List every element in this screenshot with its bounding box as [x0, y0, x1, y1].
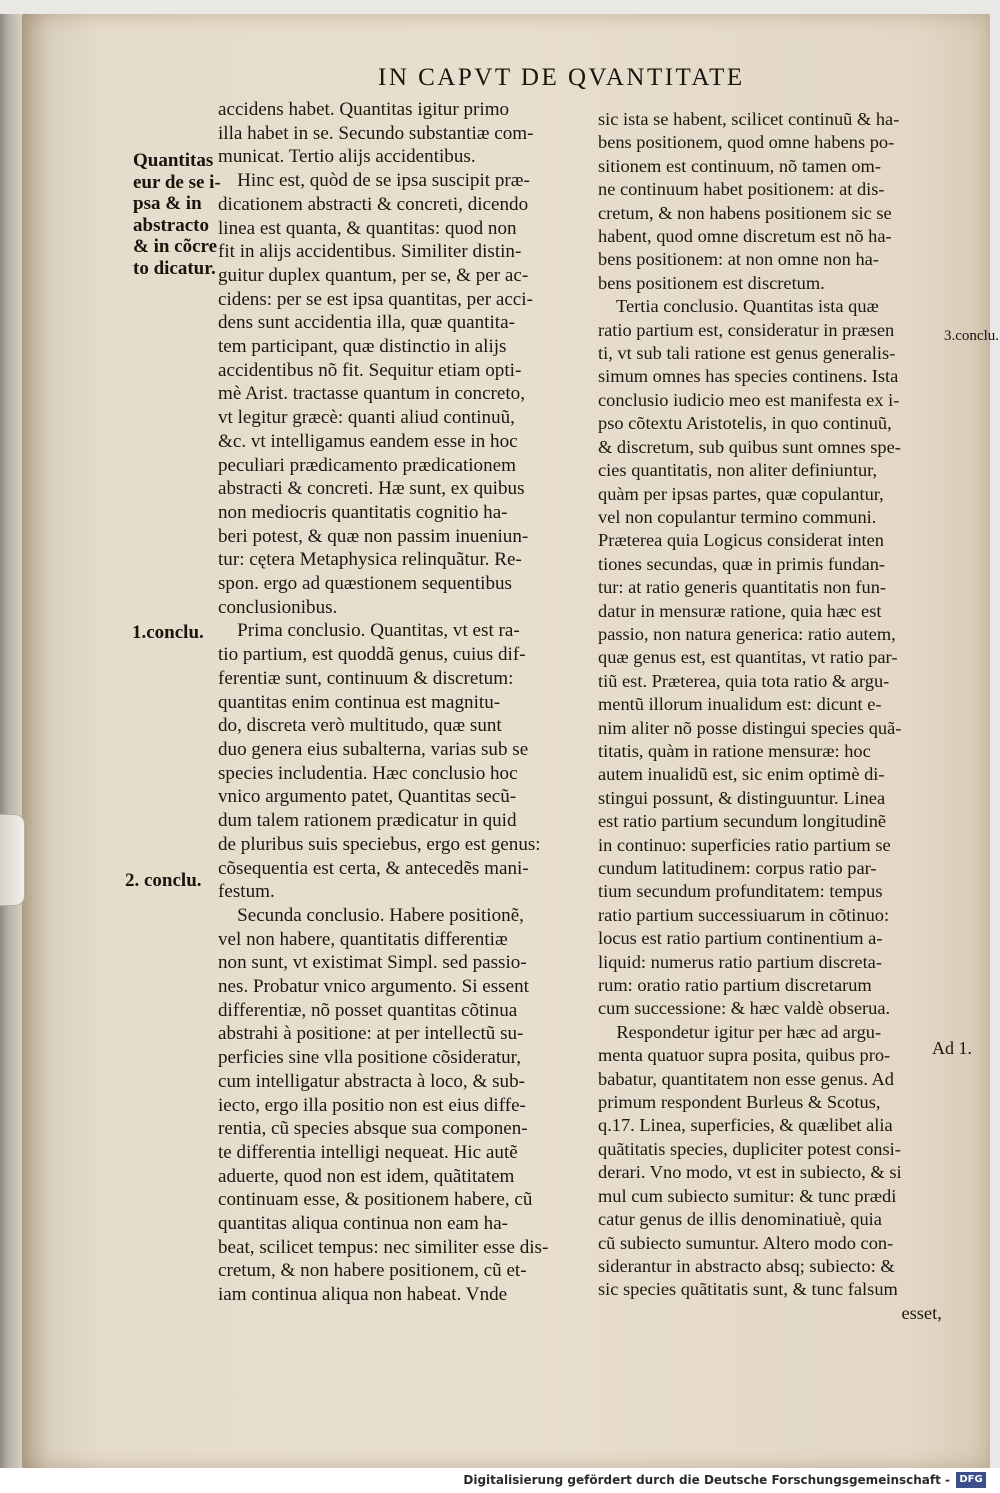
text-line: spon. ergo ad quæstionem sequentibus: [218, 573, 512, 595]
text-line: peculiari prædicamento prædicationem: [218, 454, 516, 476]
text-line: species includentia. Hæc conclusio hoc: [218, 762, 518, 784]
margin-note-conclusion-1: 1.conclu.: [132, 622, 204, 643]
text-line: differentiæ, nõ posset quantitas cõtinua: [218, 999, 518, 1021]
text-line: est ratio partium secundum longitudinẽ: [598, 811, 887, 832]
text-line: siderantur in abstracto absq; subiecto: &: [598, 1255, 895, 1276]
text-line: nim aliter nõ posse distingui species quã-: [598, 717, 902, 738]
text-line: abstrahi à positione: at per intellectũ su-: [218, 1023, 524, 1045]
text-line: quàm per ipsas partes, quæ copulantur,: [598, 483, 884, 504]
book-clasp: [0, 814, 25, 906]
text-line: perficies sine vlla positione cõsideratur,: [218, 1047, 522, 1069]
text-line: autem inualidũ est, sic enim optimè di-: [598, 764, 885, 785]
text-line: conclusionibus.: [218, 596, 338, 618]
text-line: cõsequentia est certa, & antecedẽs mani-: [218, 857, 529, 879]
text-line: cundum latitudinem: corpus ratio par-: [598, 858, 877, 878]
text-line: fit in alijs accidentibus. Similiter distin-: [218, 241, 522, 263]
text-line: primum respondent Burleus & Scotus,: [598, 1092, 881, 1113]
text-line: simum omnes has species continens. Ista: [598, 366, 899, 387]
text-line: babatur, quantitatem non esse genus. Ad: [598, 1068, 895, 1089]
footer-bar: [0, 1468, 1000, 1493]
text-line: Hinc est, quòd de se ipsa suscipit præ-: [218, 170, 530, 192]
margin-note-ad-1: Ad 1.: [932, 1038, 972, 1058]
text-line: vt legitur græcè: quanti aliud continuũ,: [218, 407, 515, 429]
text-line: datur in mensuræ ratione, quia hæc est: [598, 600, 882, 621]
margin-note-line: abstracto: [133, 214, 209, 236]
text-line: quãtitatis species, dupliciter potest consi-: [598, 1138, 901, 1159]
text-line: festum.: [218, 881, 275, 903]
text-line: tium secundum profunditatem: tempus: [598, 881, 883, 902]
text-line: tiones secundas, quæ in primis fundan-: [598, 553, 886, 574]
text-line: ferentiæ sunt, continuum & discretum:: [218, 667, 514, 689]
text-line: dum talem rationem prædicatur in quid: [218, 810, 517, 832]
text-line: guitur duplex quantum, per se, & per ac-: [218, 264, 529, 286]
text-line: mul cum subiecto sumitur: & tunc prædi: [598, 1185, 897, 1206]
text-line: cretum, & non habere positionem, cũ et-: [218, 1260, 527, 1282]
margin-note-line: & in cõcre: [133, 236, 218, 257]
text-line: quantitas enim continua est magnitu-: [218, 691, 501, 713]
margin-note-conclusion-3: 3.conclu.: [944, 328, 999, 344]
margin-note-line: eur de se i-: [133, 171, 221, 193]
text-line: duo genera eius subalterna, varias sub se: [218, 738, 529, 760]
text-line: illa habet in se. Secundo substantiæ com-: [218, 122, 534, 144]
text-line: habent, quod omne discretum est nõ ha-: [598, 226, 892, 247]
text-line: Tertia conclusio. Quantitas ista quæ: [598, 296, 879, 317]
text-line: tur: at ratio generis quantitatis non fun-: [598, 577, 887, 598]
text-line: tur: cętera Metaphysica relinquãtur. Re-: [218, 549, 522, 571]
text-line: vel non copulantur termino communi.: [598, 506, 877, 527]
text-line: locus est ratio partium continentium a-: [598, 928, 883, 949]
text-line: tem participant, quæ distinctio in alijs: [218, 336, 507, 358]
margin-note-line: psa & in: [133, 193, 202, 214]
text-line: non sunt, vt existimat Simpl. sed passio-: [218, 952, 527, 974]
text-line: Prima conclusio. Quantitas, vt est ra-: [218, 620, 520, 642]
text-line: cum successione: & hæc valdè obserua.: [598, 998, 891, 1019]
right-text-column: [598, 108, 942, 1325]
text-line: Præterea quia Logicus considerat inten: [598, 530, 884, 551]
text-line: &c. vt intelligamus eandem esse in hoc: [218, 430, 518, 452]
text-line: iam continua aliqua non habeat. Vnde: [218, 1284, 508, 1306]
text-line: mentũ illorum inualidum est: dicunt e-: [598, 694, 882, 715]
text-line: quantitas aliqua continua non eam ha-: [218, 1213, 509, 1235]
left-text-column: [218, 98, 548, 1307]
funding-credit: Digitalisierung gefördert durch die Deutsche Forschungsgemeinschaft -: [463, 1473, 950, 1487]
text-line: quæ genus est, est quantitas, vt ratio par-: [598, 647, 898, 668]
text-line: dicationem abstracti & concreti, dicendo: [218, 193, 529, 215]
text-line: esset,: [598, 1302, 942, 1323]
text-line: de pluribus suis speciebus, ergo est genus:: [218, 833, 541, 855]
text-line: rentia, cũ species absque sua componen-: [218, 1118, 528, 1140]
text-line: abstracti & concreti. Hæ sunt, ex quibus: [218, 478, 525, 500]
text-line: ti, vt sub tali ratione est genus generalis-: [598, 343, 896, 364]
margin-note-line: Quantitas: [133, 150, 214, 171]
text-line: Secunda conclusio. Habere positionẽ,: [218, 904, 524, 926]
text-line: te differentia intelligi nequeat. Hic autẽ: [218, 1141, 518, 1163]
text-line: ratio partium est, consideratur in præsen: [598, 319, 895, 340]
margin-note-quantitas: [133, 150, 221, 279]
text-line: ne continuum habet positionem: at dis-: [598, 179, 885, 200]
text-line: linea est quanta, & quantitas: quod non: [218, 217, 517, 239]
text-line: sic species quãtitatis sunt, & tunc falsum: [598, 1279, 898, 1300]
text-line: menta quatuor supra posita, quibus pro-: [598, 1045, 891, 1066]
text-line: non mediocris quantitatis cognitio ha-: [218, 501, 508, 523]
text-line: mè Arist. tractasse quantum in concreto,: [218, 383, 526, 405]
text-line: beri potest, & quæ non passim inueniun-: [218, 525, 529, 547]
text-line: catur genus de illis denominatiuè, quia: [598, 1209, 882, 1230]
margin-note-line: to dicatur.: [133, 257, 216, 279]
text-line: accidentibus nõ fit. Sequitur etiam opti-: [218, 359, 522, 381]
text-line: cretum, & non habens positionem sic se: [598, 202, 892, 223]
text-line: q.17. Linea, superficies, & quælibet alia: [598, 1115, 893, 1136]
book-edge: [0, 14, 22, 1468]
text-line: vnico argumento patet, Quantitas secũ-: [218, 786, 517, 808]
text-line: cum intelligatur abstracta à loco, & sub-: [218, 1070, 525, 1092]
text-line: iecto, ergo illa positio non est eius diffe-: [218, 1094, 526, 1116]
text-line: sitionem est continuum, nõ tamen om-: [598, 155, 881, 176]
text-line: bens positionem, quod omne habens po-: [598, 132, 895, 153]
text-line: conclusio iudicio meo est manifesta ex i-: [598, 389, 900, 410]
text-line: pso cõtextu Aristotelis, in quo continuũ,: [598, 413, 892, 434]
margin-note-conclusion-2: 2. conclu.: [125, 870, 202, 891]
text-line: do, discreta verò multitudo, quæ sunt: [218, 715, 502, 737]
text-line: derari. Vno modo, vt est in subiecto, & si: [598, 1162, 902, 1183]
text-line: & discretum, sub quibus sunt omnes spe-: [598, 436, 901, 457]
text-line: tio partium, est quoddã genus, cuius dif-: [218, 644, 526, 666]
text-line: aduerte, quod non est idem, quãtitatem: [218, 1165, 515, 1187]
text-line: passio, non natura generica: ratio autem,: [598, 623, 896, 644]
text-line: bens positionem est discretum.: [598, 272, 825, 293]
text-line: cies quantitatis, non aliter definiuntur,: [598, 460, 878, 481]
text-line: tiũ est. Præterea, quia tota ratio & argu-: [598, 670, 890, 691]
text-line: cũ subiecto sumuntur. Altero modo con-: [598, 1232, 894, 1253]
text-line: municat. Tertio alijs accidentibus.: [218, 146, 476, 168]
text-line: cidens: per se est ipsa quantitas, per acci-: [218, 288, 533, 310]
text-line: stingui possunt, & distinguuntur. Linea: [598, 787, 886, 808]
text-line: nes. Probatur vnico argumento. Si essent: [218, 976, 529, 998]
text-line: liquid: numerus ratio partium discreta-: [598, 951, 882, 972]
text-line: continuam esse, & positionem habere, cũ: [218, 1189, 533, 1211]
text-line: rum: oratio ratio partium discretarum: [598, 975, 872, 996]
text-line: accidens habet. Quantitas igitur primo: [218, 99, 510, 120]
dfg-logo: DFG: [956, 1472, 986, 1488]
text-line: Respondetur igitur per hæc ad argu-: [598, 1021, 882, 1042]
text-line: dens sunt accidentia illa, quæ quantita-: [218, 312, 515, 334]
text-line: titatis, quàm in ratione mensuræ: hoc: [598, 740, 871, 761]
text-line: sic ista se habent, scilicet continuũ & ha-: [598, 109, 900, 129]
text-line: ratio partium successiuarum in cõtinuo:: [598, 904, 890, 925]
running-head: IN CAPVT DE QVANTITATE: [378, 64, 745, 91]
text-line: bens positionem: at non omne non ha-: [598, 249, 879, 270]
text-line: in continuo: superficies ratio partium se: [598, 834, 891, 855]
text-line: beat, scilicet tempus: nec similiter esse dis-: [218, 1236, 549, 1258]
text-line: vel non habere, quantitatis differentiæ: [218, 928, 508, 950]
